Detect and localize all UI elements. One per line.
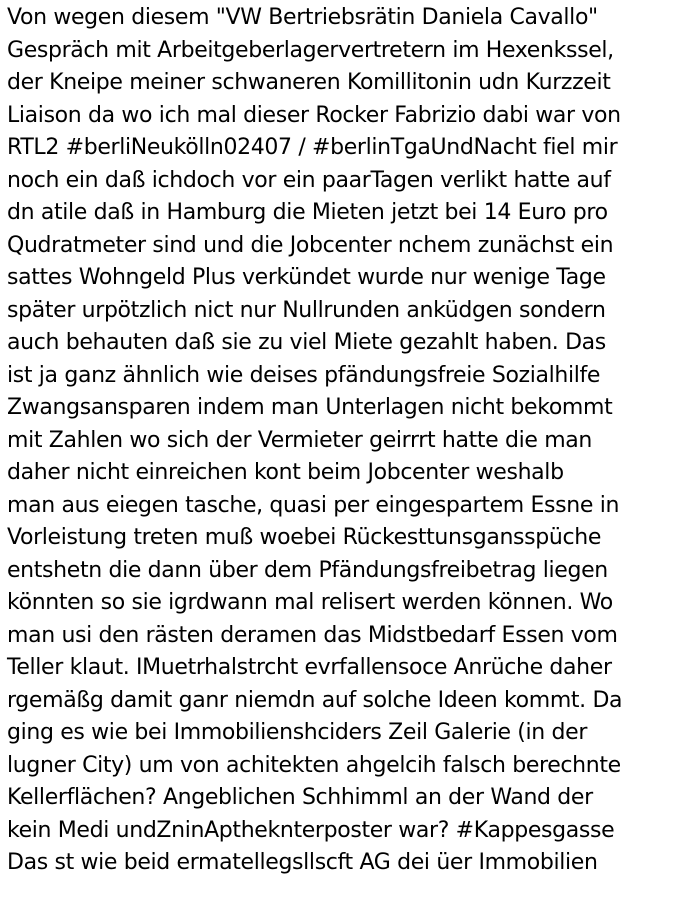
text-line: daher nicht einreichen kont beim Jobcenter weshalb bbox=[7, 460, 564, 485]
text-line: auch behauten daß sie zu viel Miete gezahlt haben. Das bbox=[7, 330, 606, 355]
document-body bbox=[7, 2, 679, 880]
text-line: Liaison da wo ich mal dieser Rocker Fabrizio dabi war von bbox=[7, 102, 621, 128]
text-line: lugner City) um von achitekten ahgelcih falsch berechnte bbox=[7, 752, 621, 778]
text-line: RTL2 #berliNeukölln02407 / #berlinTgaUndNacht fiel mir bbox=[7, 135, 618, 160]
text-line: entshetn die dann über dem Pfändungsfreibetrag liegen bbox=[7, 557, 608, 583]
text-line: dn atile daß in Hamburg die Mieten jetzt bei 14 Euro pro bbox=[7, 200, 608, 225]
text-line: noch ein daß ichdoch vor ein paarTagen verlikt hatte auf bbox=[7, 167, 611, 193]
text-line: der Kneipe meiner schwaneren Komillitonin udn Kurzzeit bbox=[7, 70, 611, 95]
text-line: man usi den rästen deramen das Midstbedarf Essen vom bbox=[7, 622, 618, 648]
text-line: Kellerflächen? Angeblichen Schhimml an der Wand der bbox=[7, 785, 593, 810]
text-line: könnten so sie igrdwann mal relisert werden können. Wo bbox=[7, 590, 613, 615]
text-line: Vorleistung treten muß woebei Rückesttunsgansspüche bbox=[7, 525, 602, 550]
text-line: ist ja ganz ähnlich wie deises pfändungsfreie Sozialhilfe bbox=[7, 362, 601, 388]
text-line: Von wegen diesem "VW Bertriebsrätin Daniela Cavallo" bbox=[7, 5, 598, 30]
text-line: Zwangsansparen indem man Unterlagen nicht bekommt bbox=[7, 395, 613, 420]
text-line: kein Medi undZninAptheknterposter war? #Kappesgasse bbox=[7, 817, 615, 843]
text-line: sattes Wohngeld Plus verkündet wurde nur wenige Tage bbox=[7, 265, 606, 290]
text-line: Gespräch mit Arbeitgeberlagervertretern im Hexenkssel, bbox=[7, 37, 614, 63]
text-line: Qudratmeter sind und die Jobcenter nchem zunächst ein bbox=[7, 232, 614, 258]
text-line: rgemäßg damit ganr niemdn auf solche Ideen kommt. Da bbox=[7, 687, 623, 713]
text-line: man aus eiegen tasche, quasi per eingespartem Essne in bbox=[7, 492, 620, 518]
text-line: Das st wie beid ermatellegsllscft AG dei üer Immobilien bbox=[7, 850, 598, 875]
text-line: später urpötzlich nict nur Nullrunden anküdgen sondern bbox=[7, 297, 606, 323]
text-line: mit Zahlen wo sich der Vermieter geirrrt hatte die man bbox=[7, 427, 593, 453]
text-line: Teller klaut. IMuetrhalstrcht evrfallensoce Anrüche daher bbox=[7, 655, 612, 680]
text-line: ging es wie bei Immobilienshciders Zeil Galerie (in der bbox=[7, 720, 588, 745]
